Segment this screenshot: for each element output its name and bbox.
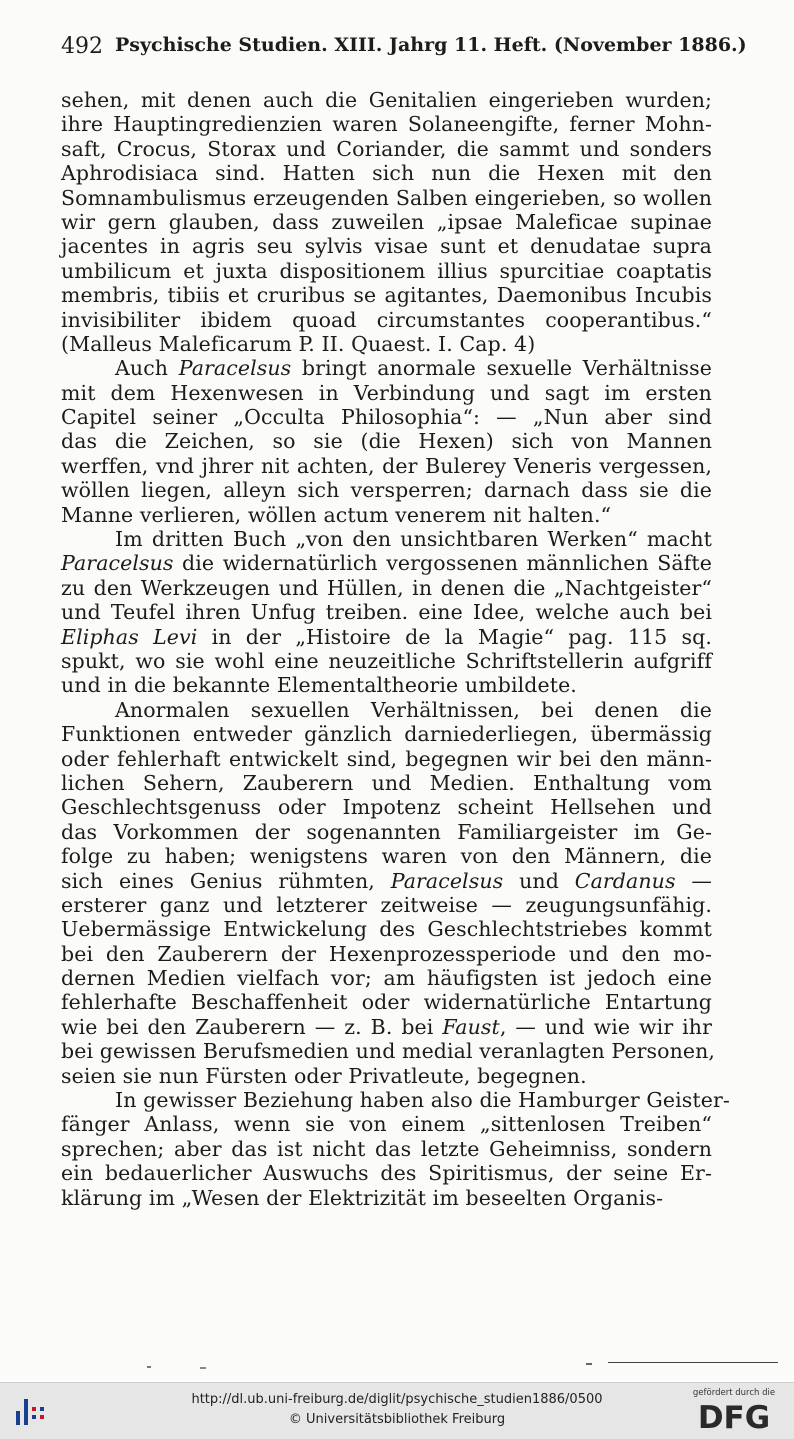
text-line: ein bedauerlicher Auswuchs des Spiritismus, der seine Er-: [61, 1161, 712, 1186]
text-line: und in die bekannte Elementaltheorie umbildete.: [61, 673, 577, 698]
text-line: invisibiliter ibidem quoad circumstantes cooperantibus.“: [61, 307, 712, 332]
running-header: [61, 34, 747, 59]
text-line: Manne verlieren, wöllen actum venerem nit halten.“: [61, 502, 612, 527]
text-line: lichen Sehern, Zauberern und Medien. Enthaltung vom: [61, 770, 712, 795]
text-line: Funktionen entweder gänzlich darniederliegen, übermässig: [61, 722, 712, 747]
text-line: Anormalen sexuellen Verhältnissen, bei denen die: [115, 697, 712, 722]
text-line: zu den Werkzeugen und Hüllen, in denen die „Nachtgeister“: [61, 575, 712, 600]
text-line: oder fehlerhaft entwickelt sind, begegnen wir bei den männ-: [61, 746, 712, 771]
text-line: Eliphas Levi in der „Histoire de la Magie“ pag. 115 sq.: [61, 624, 712, 649]
viewer-footer: [0, 1382, 794, 1439]
text-line: jacentes in agris seu sylvis visae sunt et denudatae supra: [61, 234, 712, 259]
text-line: Somnambulismus erzeugenden Salben eingerieben, so wollen: [61, 185, 712, 210]
text-line: spukt, wo sie wohl eine neuzeitliche Schriftstellerin aufgriff: [61, 648, 712, 673]
text-line: umbilicum et juxta dispositionem illius spurcitiae coaptatis: [61, 258, 712, 283]
svg-text:DFG: DFG: [697, 1400, 771, 1432]
text-line: Uebermässige Entwickelung des Geschlechtstriebes kommt: [61, 917, 712, 942]
print-mark: [200, 1367, 206, 1369]
text-line: Auch Paracelsus bringt anormale sexuelle Verhältnisse: [115, 356, 712, 381]
text-line: Geschlechtsgenuss oder Impotenz scheint Hellsehen und: [61, 795, 712, 820]
text-line: bei gewissen Berufsmedien und medial veranlagten Personen,: [61, 1039, 716, 1064]
source-url[interactable]: http://dl.ub.uni-freiburg.de/diglit/psychische_studien1886/0500: [191, 1392, 603, 1407]
text-line: ersterer ganz und letzterer zeitweise — zeugungsunfähig.: [61, 892, 712, 917]
text-line: folge zu haben; wenigstens waren von den Männern, die: [61, 844, 712, 869]
text-line: das die Zeichen, so sie (die Hexen) sich von Mannen: [61, 429, 712, 454]
body-text: [61, 88, 730, 1210]
text-line: sprechen; aber das ist nicht das letzte Geheimniss, sondern: [61, 1136, 712, 1161]
text-line: wöllen liegen, alleyn sich versperren; darnach dass sie die: [61, 478, 712, 503]
text-line: klärung im „Wesen der Elektrizität im beseelten Organis-: [61, 1185, 664, 1210]
text-line: wir gern glauben, dass zuweilen „ipsae Maleficae supinae: [61, 209, 712, 234]
text-line: werffen, vnd jhrer nit achten, der Bulerey Veneris vergessen,: [61, 453, 712, 478]
print-mark: [586, 1363, 592, 1365]
text-line: ihre Hauptingredienzien waren Solaneengifte, ferner Mohn-: [61, 112, 712, 137]
print-mark: [147, 1366, 151, 1368]
text-line: das Vorkommen der sogenannten Familiargeister im Ge-: [61, 819, 712, 844]
text-line: fänger Anlass, wenn sie von einem „sittenlosen Treiben“: [61, 1112, 712, 1137]
text-line: sehen, mit denen auch die Genitalien eingerieben wurden;: [61, 88, 712, 112]
text-line: mit dem Hexenwesen in Verbindung und sagt im ersten: [61, 380, 712, 405]
text-line: (Malleus Maleficarum P. II. Quaest. I. Cap. 4): [61, 331, 536, 356]
text-line: und Teufel ihren Unfug treiben. eine Idee, welche auch bei: [61, 600, 712, 625]
text-line: membris, tibiis et cruribus se agitantes, Daemonibus Incubis: [61, 283, 712, 308]
text-line: Im dritten Buch „von den unsichtbaren Werken“ macht: [115, 527, 712, 552]
funding-note: gefördert durch die: [692, 1388, 776, 1398]
text-line: bei den Zauberern der Hexenprozessperiode und den mo-: [61, 941, 712, 966]
text-line: In gewisser Beziehung haben also die Hamburger Geister-: [115, 1088, 730, 1113]
bottom-rule: [608, 1362, 778, 1363]
text-line: fehlerhafte Beschaffenheit oder widernatürliche Entartung: [61, 990, 712, 1015]
text-line: saft, Crocus, Storax und Coriander, die sammt und sonders: [61, 136, 712, 161]
text-line: dernen Medien vielfach vor; am häufigsten ist jedoch eine: [61, 966, 712, 991]
copyright-notice: © Universitätsbibliothek Freiburg: [288, 1412, 506, 1427]
dfg-logo-icon: [684, 1400, 784, 1432]
text-line: sich eines Genius rühmten, Paracelsus und Cardanus —: [61, 868, 713, 893]
text-line: Aphrodisiaca sind. Hatten sich nun die Hexen mit den: [61, 161, 712, 186]
page-number: 492: [61, 34, 103, 59]
text-line: wie bei den Zauberern — z. B. bei Faust, — und wie wir ihr: [61, 1014, 712, 1039]
text-line: seien sie nun Fürsten oder Privatleute, begegnen.: [61, 1063, 587, 1088]
text-line: Paracelsus die widernatürlich vergossenen männlichen Säfte: [61, 551, 712, 576]
running-title: Psychische Studien. XIII. Jahrg 11. Heft. (November 1886.): [115, 34, 747, 56]
text-line: Capitel seiner „Occulta Philosophia“: — „Nun aber sind: [61, 405, 712, 430]
